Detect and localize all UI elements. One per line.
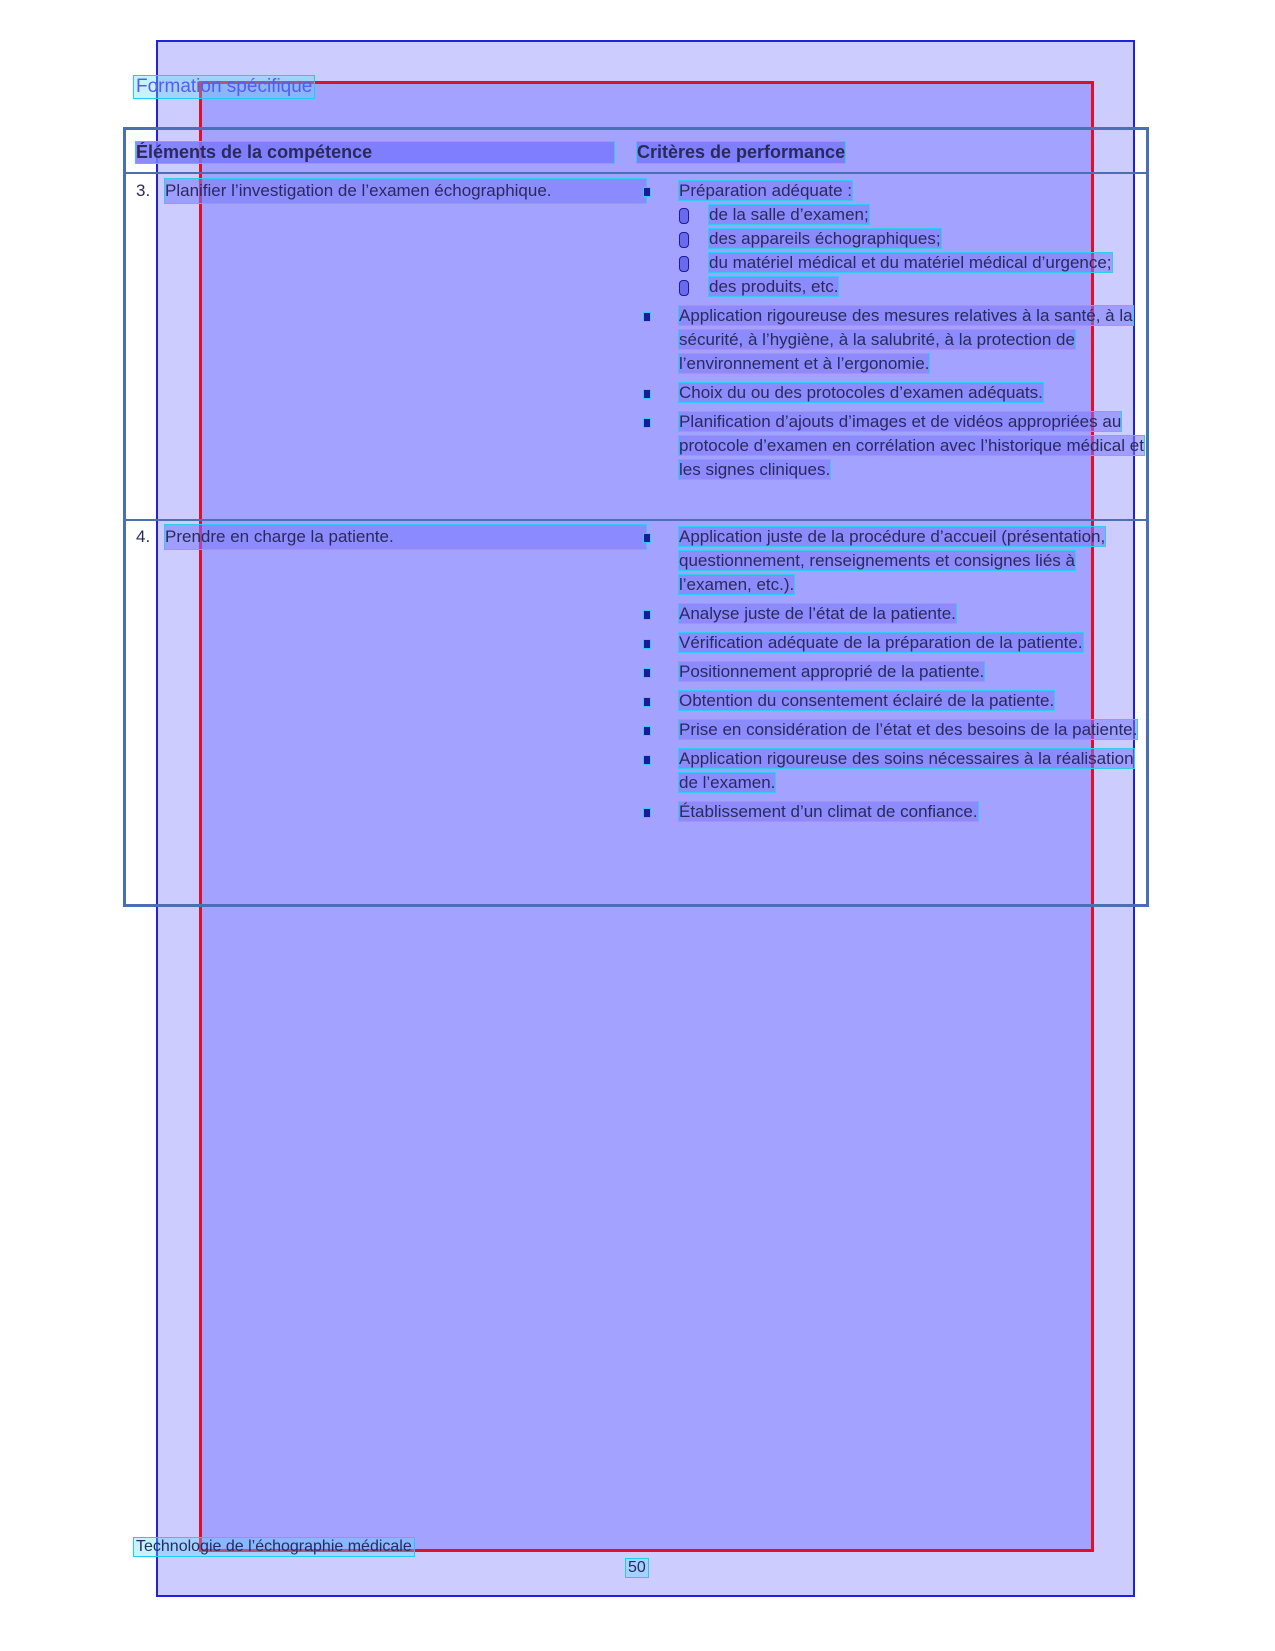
- criteria-list: [644, 179, 1144, 487]
- criterion-text: Obtention du consentement éclairé de la patiente.: [679, 691, 1055, 710]
- table-row: [136, 525, 646, 549]
- list-item: [644, 689, 1144, 713]
- sub-list: [679, 203, 1144, 299]
- bullet-icon: [644, 419, 650, 427]
- list-item: [644, 179, 1144, 299]
- element-text: Prendre en charge la patiente.: [165, 525, 646, 549]
- list-item: [644, 381, 1144, 405]
- criterion-text: Vérification adéquate de la préparation de la patiente.: [679, 633, 1083, 652]
- criterion-text: Positionnement approprié de la patiente.: [679, 662, 985, 681]
- column-header-criteria: Critères de performance: [637, 142, 846, 162]
- bullet-icon: [644, 809, 650, 817]
- sub-criterion-text: des appareils échographiques;: [709, 229, 941, 248]
- sub-list-item: [679, 275, 1144, 299]
- criterion-text: Prise en considération de l’état et des besoins de la patiente.: [679, 720, 1138, 739]
- header-divider: [126, 172, 1146, 174]
- sub-list-item: [679, 227, 1144, 251]
- criterion-text: Établissement d’un climat de confiance.: [679, 802, 978, 821]
- element-number: 4.: [136, 527, 151, 546]
- sub-criterion-text: du matériel médical et du matériel médical d’urgence;: [709, 253, 1112, 272]
- list-item: [644, 800, 1144, 824]
- checkbox-icon: [679, 256, 689, 272]
- criterion-text: Analyse juste de l’état de la patiente.: [679, 604, 956, 623]
- bullet-icon: [644, 727, 650, 735]
- list-item: [644, 631, 1144, 655]
- list-item: [644, 525, 1144, 597]
- bullet-icon: [644, 756, 650, 764]
- list-item: [644, 602, 1144, 626]
- element-number: 3.: [136, 181, 151, 200]
- bullet-icon: [644, 188, 650, 196]
- criterion-text: Application juste de la procédure d’accueil (présentation, questionnement, renseignements et consignes liés à l’examen, etc.).: [679, 527, 1106, 594]
- criterion-text: Application rigoureuse des soins nécessaires à la réalisation de l’examen.: [679, 749, 1134, 792]
- footer-program-title: Technologie de l’échographie médicale: [136, 1538, 412, 1555]
- sub-list-item: [679, 251, 1144, 275]
- checkbox-icon: [679, 208, 689, 224]
- bullet-icon: [644, 669, 650, 677]
- row-divider: [126, 519, 1146, 521]
- sub-list-item: [679, 203, 1144, 227]
- sub-criterion-text: des produits, etc.: [709, 277, 839, 296]
- section-title: Formation spécifique: [136, 76, 313, 97]
- column-header-elements: Éléments de la compétence: [136, 142, 614, 163]
- list-item: [644, 747, 1144, 795]
- checkbox-icon: [679, 232, 689, 248]
- bullet-icon: [644, 611, 650, 619]
- criterion-text: Planification d’ajouts d’images et de vidéos appropriées au protocole d’examen en corrélation avec l’historique médical et les signes cliniques.: [679, 412, 1144, 479]
- criterion-text: Choix du ou des protocoles d’examen adéquats.: [679, 383, 1043, 402]
- list-item: [644, 304, 1144, 376]
- criterion-text: Préparation adéquate :: [679, 181, 852, 200]
- element-text: Planifier l’investigation de l’examen échographique.: [165, 179, 646, 203]
- competence-table: [123, 127, 1149, 907]
- list-item: [644, 410, 1144, 482]
- criterion-text: Application rigoureuse des mesures relatives à la santé, à la sécurité, à l’hygiène, à la salubrité, à la protection de l’environnement et à l’ergonomie.: [679, 306, 1133, 373]
- checkbox-icon: [679, 280, 689, 296]
- bullet-icon: [644, 698, 650, 706]
- bullet-icon: [644, 390, 650, 398]
- bullet-icon: [644, 534, 650, 542]
- table-row: [136, 179, 646, 203]
- criteria-list: [644, 525, 1144, 829]
- bullet-icon: [644, 313, 650, 321]
- sub-criterion-text: de la salle d’examen;: [709, 205, 869, 224]
- list-item: [644, 660, 1144, 684]
- page-number: 50: [628, 1559, 646, 1576]
- bullet-icon: [644, 640, 650, 648]
- list-item: [644, 718, 1144, 742]
